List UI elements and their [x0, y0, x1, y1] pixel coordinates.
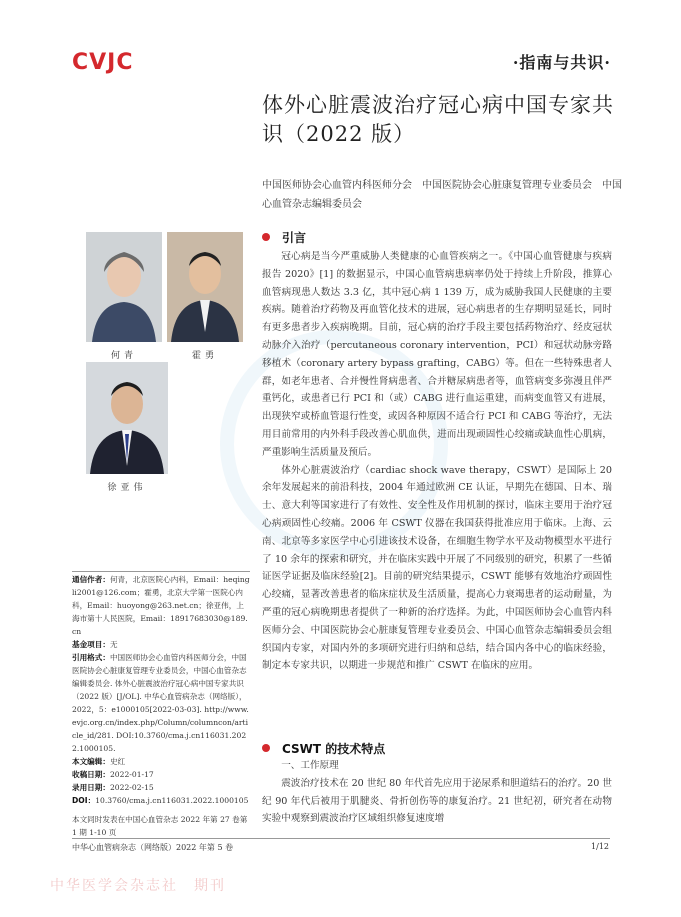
accepted-date — [72, 781, 250, 794]
doi-label: DOI： — [72, 796, 96, 805]
author-list: 中国医师协会心血管内科医师分会 中国医院协会心脏康复管理专业委员会 中国心血管杂志编辑委员会 — [262, 180, 622, 210]
footer-divider — [72, 838, 610, 839]
co-publication-note: 本文同时发表在中国心血管杂志 2022 年第 27 卷第 1 期 1-10 页 — [72, 815, 248, 837]
article-metadata — [72, 573, 250, 839]
editor-text: 史红 — [109, 757, 126, 766]
accepted-text: 2022-02-15 — [109, 783, 154, 792]
author-caption-2: 霍勇 — [191, 351, 218, 361]
corr-label: 通信作者： — [72, 575, 110, 584]
corresponding-author — [72, 573, 250, 638]
section-bullet-icon — [262, 744, 270, 752]
corr-text: 何青，北京医院心内科，Email：heqingli2001@126.com；霍勇，北京大学第一医院心内科，Email：huoyong@263.net.cn；徐亚伟，上海市第十人民医院，Email：18917683030@189.cn — [72, 575, 250, 636]
author-photo-3 — [86, 362, 168, 474]
cswt-subheading: 一、工作原理 — [281, 760, 339, 771]
editor — [72, 755, 250, 768]
section-tag: ·指南与共识· — [512, 53, 611, 72]
cswt-paragraph-1: 震波治疗技术在 20 世纪 80 年代首先应用于泌尿系和胆道结石的治疗。20 世纪 90 年代后被用于肌腱炎、骨折创伤等的康复治疗。21 世纪初，研究者在动物实验中观察到震波治疗区域组织修复速度增 — [262, 777, 612, 825]
citation — [72, 651, 250, 755]
meta-divider — [72, 571, 250, 572]
cite-text: 中国医师协会心血管内科医师分会，中国医院协会心脏康复管理专业委员会，中国心血管杂志编辑委员会. 体外心脏震波治疗冠心病中国专家共识（2022 版）[J/OL]. 中华心血管病杂志（网络版），2022，5：e1000105[2022-03-03]. http://www.evjc.org.cn/index.php/Column/columncon/article_id/281. DOI:10.3760/cma.j.cn116031.2022.1000105. — [72, 653, 249, 753]
received-label: 收稿日期： — [72, 770, 110, 779]
intro-heading-text: 引言 — [282, 231, 307, 245]
doi — [72, 794, 250, 807]
doi-text: 10.3760/cma.j.cn116031.2022.1000105 — [95, 796, 249, 805]
intro-heading — [262, 229, 306, 246]
author-caption-1: 何青 — [110, 351, 137, 361]
author-photo-2 — [167, 232, 243, 342]
cswt-heading — [262, 740, 385, 757]
page-number: 1/12 — [591, 842, 609, 851]
section-bullet-icon — [262, 233, 270, 241]
intro-paragraph-2: 体外心脏震波治疗（cardiac shock wave therapy，CSWT）是国际上 20 余年发展起来的前沿科技，2004 年通过欧洲 CE 认证，早期先在德国、日本、瑞士、意大利等国家进行了有效性、安全性及作用机制的探讨，临床主要用于治疗冠心病顽固性心绞痛。2006 年 CSWT 仪器在我国获得批准应用于临床。上海、云南、北京等多家医学中心引进该技术设备，在细胞生物学水平及动物模型水平进行了 10 余年的探索和研究，并在临床实践中开展了不同级别的研究，积累了一些循证医学证据及临床经验[2]。目前的研究结果提示，CSWT 能够有效地治疗顽固性心绞痛，显著改善患者的临床症状及生活质量，提高心力衰竭患者的运动耐量，为严重的冠心病晚期患者提供了一种新的治疗选择。为此，中国医师协会心血管内科医师分会、中国医院协会心脏康复管理专业委员会、中国心血管杂志编辑委员会组织国内专家，对国内外的多项研究进行归纳和总结，结合国内各中心的临床经验，制定本专家共识，以期进一步规范和推广 CSWT 在临床的应用。 — [262, 464, 612, 672]
funding — [72, 638, 250, 651]
author-caption-3: 徐亚伟 — [107, 483, 147, 493]
accepted-label: 录用日期： — [72, 783, 110, 792]
received-text: 2022-01-17 — [109, 770, 154, 779]
cswt-body — [262, 757, 612, 828]
article-title: 体外心脏震波治疗冠心病中国专家共识（2022 版） — [262, 93, 614, 146]
fund-text: 无 — [109, 640, 118, 649]
author-photo-1 — [86, 232, 162, 342]
logo-text: CVJC — [72, 50, 134, 75]
journal-logo — [72, 50, 152, 76]
intro-paragraph-1: 冠心病是当今严重威胁人类健康的心血管疾病之一。《中国心血管健康与疾病报告 2020》[1] 的数据显示，中国心血管病患病率仍处于持续上升阶段，推算心血管病现患人数达 3.3 亿，其中冠心病 1 139 万，成为威胁我国人民健康的主要疾病。随着治疗药物及再血管化技术的进展，冠心病患者的生存期明显延长，同时有更多患者步入疾病晚期。目前，冠心病的治疗手段主要包括药物治疗、经皮冠状动脉介入治疗（percutaneous coronary intervention，PCI）和冠状动脉旁路移植术（coronary artery bypass grafting，CABG）等。但在一些特殊患者人群，如老年患者、合并慢性肾病患者、合并糖尿病患者等，血管病变多弥漫且伴严重钙化，或患者已行 PCI 和（或）CABG 进行血运重建，而病变血管又有进展，出现狭窄或桥血管退行性变，或因各种原因不适合行 PCI 和 CABG 等治疗，无法用目前常用的内外科手段改善心肌血供，进而出现顽固性心绞痛或缺血性心肌病，严重影响生活质量及预后。 — [262, 251, 612, 458]
cite-label: 引用格式： — [72, 653, 110, 662]
cswt-heading-text: CSWT 的技术特点 — [282, 742, 386, 756]
fund-label: 基金项目： — [72, 640, 110, 649]
publisher-watermark: 中华医学会杂志社 期刊 — [50, 878, 226, 894]
intro-body — [262, 248, 612, 675]
editor-label: 本文编辑： — [72, 757, 110, 766]
footer-journal: 中华心血管病杂志（网络版）2022 年第 5 卷 — [72, 843, 234, 852]
received-date — [72, 768, 250, 781]
